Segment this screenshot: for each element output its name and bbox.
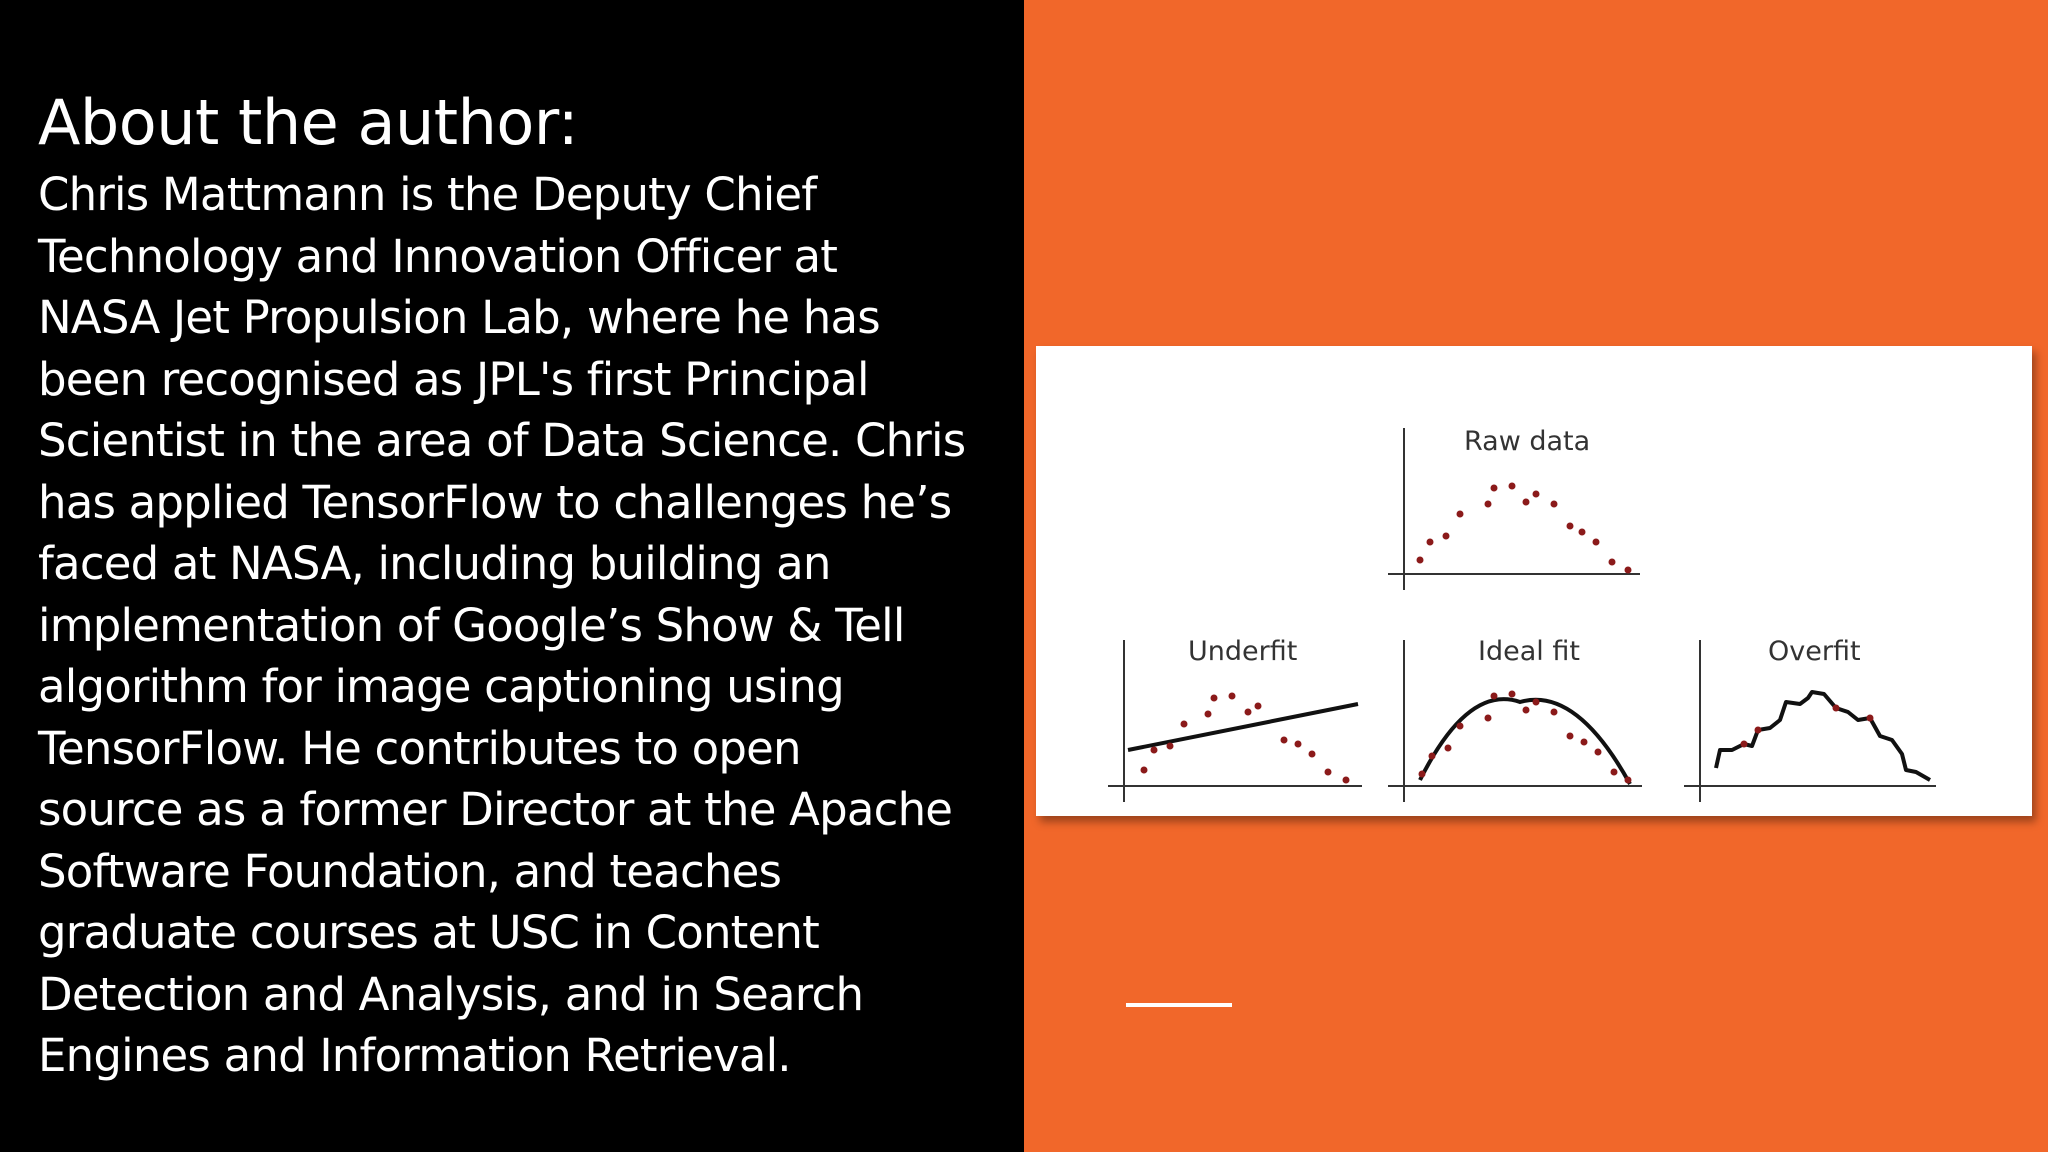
data-point [1343,777,1350,784]
underfit-panel [1108,636,1362,802]
underfit-curve [1128,704,1358,750]
overfit-label: Overfit [1768,636,1861,667]
data-point [1567,523,1574,530]
bio-line: source as a former Director at the Apache [38,783,953,836]
bio-line: graduate courses at USC in Content [38,906,819,959]
data-point [1741,741,1748,748]
data-point [1523,707,1530,714]
bio-line: Scientist in the area of Data Science. Chris [38,414,966,467]
data-point [1509,691,1516,698]
data-point [1579,529,1586,536]
raw-data-panel [1388,426,1640,590]
data-point [1141,767,1148,774]
data-point [1625,567,1632,574]
data-point [1309,751,1316,758]
data-point [1419,771,1426,778]
bio-line: faced at NASA, including building an [38,537,831,590]
data-point [1295,741,1302,748]
data-point [1593,539,1600,546]
data-point [1523,499,1530,506]
data-point [1867,715,1874,722]
data-point [1595,749,1602,756]
data-point [1485,501,1492,508]
data-point [1625,777,1632,784]
data-point [1281,737,1288,744]
bio-line: NASA Jet Propulsion Lab, where he has [38,291,880,344]
data-point [1229,693,1236,700]
data-point [1833,705,1840,712]
data-point [1609,559,1616,566]
bio-line: TensorFlow. He contributes to open [38,721,801,775]
data-point [1325,769,1332,776]
underfit-label: Underfit [1188,636,1298,667]
ideal-fit-panel [1388,636,1642,802]
data-point [1611,769,1618,776]
data-point [1245,709,1252,716]
data-point [1509,483,1516,490]
bio-line: has applied TensorFlow to challenges he’s [38,475,952,529]
data-point [1551,501,1558,508]
underfit-data-points [1141,693,1350,784]
raw-data-label: Raw data [1464,426,1591,457]
data-point [1167,743,1174,750]
bio-line: Engines and Information Retrieval. [38,1029,791,1082]
bio-line: Detection and Analysis, and in Search [38,967,864,1021]
data-point [1457,511,1464,518]
bio-line: been recognised as JPL's first Principal [38,352,869,406]
fit-illustration-figure [1036,346,2032,816]
bio-line: Technology and Innovation Officer at [38,229,838,283]
overfit-panel [1684,636,1936,802]
bio-line: Software Foundation, and teaches [38,844,782,898]
bio-line: algorithm for image captioning using [38,660,844,713]
data-point [1533,491,1540,498]
ideal-fit-label: Ideal fit [1478,636,1580,667]
data-point [1255,703,1262,710]
data-point [1567,733,1574,740]
data-point [1417,557,1424,564]
data-point [1211,695,1218,702]
bio-line: implementation of Google’s Show & Tell [38,598,905,652]
overfit-data-points [1741,705,1874,748]
data-point [1533,699,1540,706]
data-point [1151,747,1158,754]
raw-data-points [1417,483,1632,574]
data-point [1443,533,1450,540]
data-point [1581,739,1588,746]
data-point [1485,715,1492,722]
data-point [1181,721,1188,728]
overfit-curve [1716,692,1930,780]
data-point [1755,727,1762,734]
data-point [1491,693,1498,700]
data-point [1427,539,1434,546]
data-point [1205,711,1212,718]
bio-line: Chris Mattmann is the Deputy Chief [38,168,817,221]
accent-divider-line [1126,1003,1232,1007]
fit-illustration-svg [1036,346,2032,816]
data-point [1491,485,1498,492]
author-bio [38,164,1008,1087]
data-point [1445,745,1452,752]
data-point [1429,753,1436,760]
data-point [1457,723,1464,730]
slide-title: About the author: [38,86,579,159]
data-point [1551,709,1558,716]
